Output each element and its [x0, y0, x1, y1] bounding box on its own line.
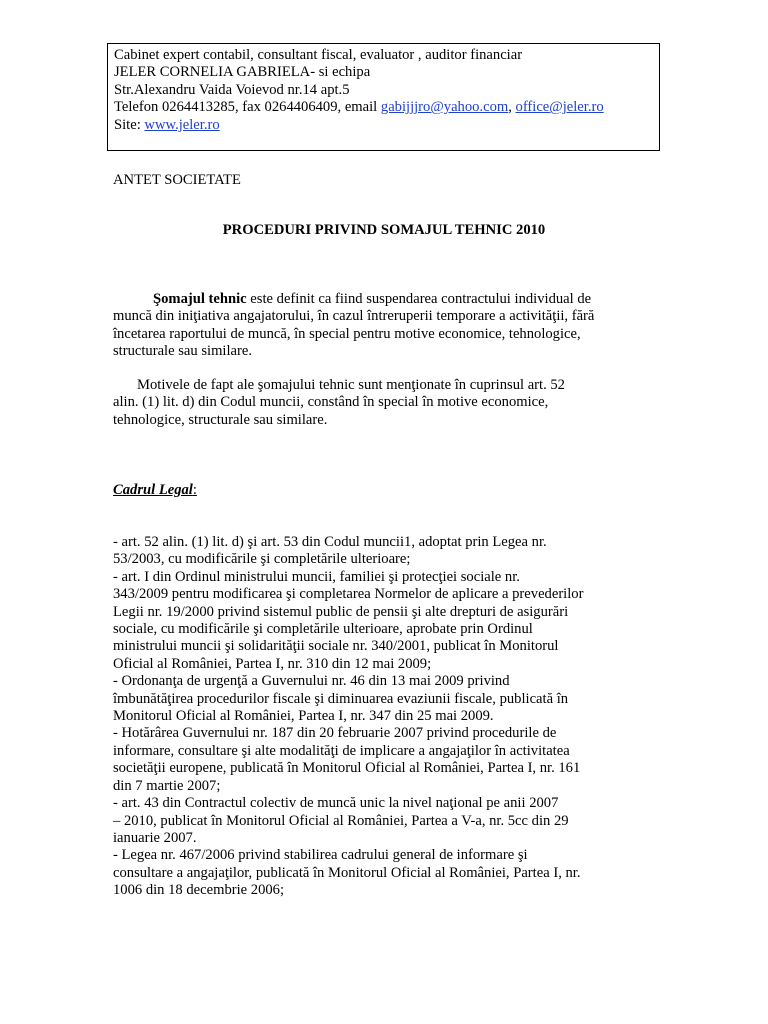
paragraph-definition-line1: [113, 291, 613, 308]
term-somaj-tehnic: Şomajul tehnic: [153, 291, 247, 307]
email-separator: ,: [508, 99, 516, 116]
letterhead-box: [107, 43, 660, 151]
document-title: [0, 222, 768, 239]
definition-text: este definit ca fiind suspendarea contractului individual de: [246, 291, 592, 307]
legal-framework-colon: :: [192, 482, 197, 498]
company-header-placeholder: ANTET SOCIETATE: [113, 172, 241, 188]
legal-references-list: [113, 534, 613, 900]
legal-line: - Ordonanţa de urgenţă a Guvernului nr. 46 din 13 mai 2009 privind: [113, 673, 510, 690]
legal-line: 1006 din 18 decembrie 2006;: [113, 882, 285, 899]
phone-fax-text: Telefon 0264413285, fax 0264406409, email: [114, 99, 381, 116]
legal-line: informare, consultare şi alte modalităţi de implicare a angajaţilor în activitatea: [113, 742, 570, 759]
legal-line: societăţii europene, publicată în Monitorul Oficial al României, Partea I, nr. 161: [113, 760, 581, 777]
paragraph-definition: [113, 291, 613, 361]
header-line-name: JELER CORNELIA GABRIELA- si echipa: [114, 64, 371, 81]
legal-line: Legii nr. 19/2000 privind sistemul public de pensii şi alte drepturi de asigurări: [113, 603, 569, 620]
paragraph-motives-line2: alin. (1) lit. d) din Codul muncii, constând în special în motive economice,: [113, 394, 549, 411]
legal-line: - Hotărârea Guvernului nr. 187 din 20 februarie 2007 privind procedurile de: [113, 725, 557, 742]
legal-line: ianuarie 2007.: [113, 829, 197, 846]
email-link-yahoo[interactable]: gabijjjro@yahoo.com: [380, 99, 509, 116]
paragraph-motives-line1: [113, 377, 613, 394]
header-line-firm: Cabinet expert contabil, consultant fiscal, evaluator , auditor financiar: [114, 47, 523, 63]
paragraph-definition-line2: muncă din iniţiativa angajatorului, în cazul întreruperii temporare a activităţii, fără: [113, 308, 595, 325]
legal-line: îmbunătăţirea procedurilor fiscale şi diminuarea evaziunii fiscale, publicată în: [113, 690, 569, 707]
legal-line: - art. 43 din Contractul colectiv de muncă unic la nivel naţional pe anii 2007: [113, 795, 559, 812]
header-line-address: Str.Alexandru Vaida Voievod nr.14 apt.5: [114, 81, 350, 98]
email-link-office[interactable]: office@jeler.ro: [515, 99, 604, 116]
paragraph-motives: [113, 377, 613, 429]
legal-line: ministrului muncii şi solidarităţii sociale nr. 340/2001, publicat în Monitorul: [113, 638, 559, 655]
legal-line: consultare a angajaţilor, publicată în Monitorul Oficial al României, Partea I, nr.: [113, 864, 581, 881]
legal-line: din 7 martie 2007;: [113, 777, 221, 794]
legal-framework-label: Cadrul Legal: [113, 482, 193, 498]
legal-line: Oficial al României, Partea I, nr. 310 din 12 mai 2009;: [113, 655, 432, 672]
paragraph-motives-line3: tehnologice, structurale sau similare.: [113, 411, 328, 428]
legal-line: – 2010, publicat în Monitorul Oficial al României, Partea a V-a, nr. 5cc din 29: [113, 812, 569, 829]
header-line-site: [114, 117, 659, 134]
site-link[interactable]: www.jeler.ro: [144, 116, 220, 133]
legal-line: 53/2003, cu modificările şi completările ulterioare;: [113, 551, 411, 568]
header-line-contact: [114, 99, 659, 116]
site-label: Site:: [114, 116, 145, 133]
section-heading-legal-framework: [113, 482, 197, 499]
legal-line: - art. I din Ordinul ministrului muncii, familiei şi protecţiei sociale nr.: [113, 568, 520, 585]
motives-text: Motivele de fapt ale şomajului tehnic sunt menţionate în cuprinsul art. 52: [137, 377, 565, 393]
legal-line: - Legea nr. 467/2006 privind stabilirea cadrului general de informare şi: [113, 847, 528, 864]
legal-line: Monitorul Oficial al României, Partea I, nr. 347 din 25 mai 2009.: [113, 708, 494, 725]
paragraph-definition-line4: structurale sau similare.: [113, 343, 252, 360]
legal-line: sociale, cu modificările şi completările ulterioare, aprobate prin Ordinul: [113, 621, 533, 638]
paragraph-definition-line3: încetarea raportului de muncă, în special pentru motive economice, tehnologice,: [113, 325, 581, 342]
document-title-text: PROCEDURI PRIVIND SOMAJUL TEHNIC 2010: [222, 222, 546, 238]
legal-line: 343/2009 pentru modificarea şi completarea Normelor de aplicare a prevederilor: [113, 586, 584, 603]
legal-line: - art. 52 alin. (1) lit. d) şi art. 53 din Codul muncii1, adoptat prin Legea nr.: [113, 534, 547, 550]
